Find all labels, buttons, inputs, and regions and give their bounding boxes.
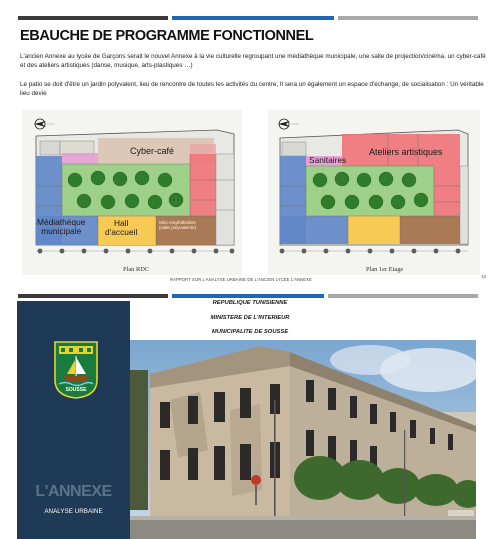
plan-rdc: [22, 110, 242, 275]
sousse-emblem-icon: [53, 340, 99, 400]
cover-subtitle: ANALYSE URBAINE: [44, 508, 103, 515]
header-bar-blue: [172, 16, 334, 20]
zone-mediatheque-label: Médiathèque municipale: [37, 217, 86, 236]
divider-bar-blue: [172, 294, 324, 298]
divider-bar-dark: [18, 294, 168, 298]
divider-bar-grey: [328, 294, 478, 298]
zone-hall-label: Hall d'accueil: [105, 218, 138, 237]
zone-ateliers-label: Ateliers artistiques: [369, 147, 443, 157]
cover-title: L'ANNEXE: [35, 483, 112, 500]
page-number: 15: [481, 274, 487, 279]
ministry-line-3: MUNICIPALITE DE SOUSSE: [211, 329, 289, 335]
report-footer-caption: RAPPORT SUR L'ANALYSE URBAINE DE L'ANCIEN LYCÉE L'ANNEXE: [170, 277, 312, 282]
page-title: EBAUCHE DE PROGRAMME FONCTIONNEL: [20, 28, 314, 44]
plan-rdc-caption: Plan RDC: [123, 266, 150, 273]
emblem-text: SOUSSE: [65, 387, 87, 393]
header-bar-dark: [18, 16, 168, 20]
intro-paragraph: L'ancien Annexe au lycée de Garçons serait le nouvel Annexe à la vie culturelle regroupant une médiathèque municipale, une salle de projection/cinéma, un cyber-café et des ateliers artistiques (danse, musique, arts-plastiques …): [20, 53, 486, 69]
plan-etage-caption: Plan 1er Etage: [366, 266, 404, 273]
zone-amphitheatre-label: Mini Amphithéâtre (salle polyvalente): [159, 220, 197, 230]
plan-etage-drawing: [268, 110, 480, 275]
patio-paragraph: Le patio se doit d'être un jardin polyvalent, lieu de rencontre de toutes les activités du centre, Il sera un également un espace d'échange, de socialisation : Un véritable lieu devie: [20, 81, 484, 97]
zone-sanitaires-label: Sanitaires: [309, 155, 347, 165]
plan-etage: [268, 110, 480, 275]
building-photo: [130, 340, 476, 539]
zone-cyber-cafe-label: Cyber-café: [130, 146, 175, 156]
plan-rdc-drawing: [22, 110, 242, 275]
cover-panel: [17, 301, 130, 539]
ministry-line-2: MINISTERE DE L'INTERIEUR: [210, 315, 290, 321]
header-bar-grey: [338, 16, 478, 20]
ministry-line-1: REPUBLIQUE TUNISIENNE: [212, 300, 288, 306]
